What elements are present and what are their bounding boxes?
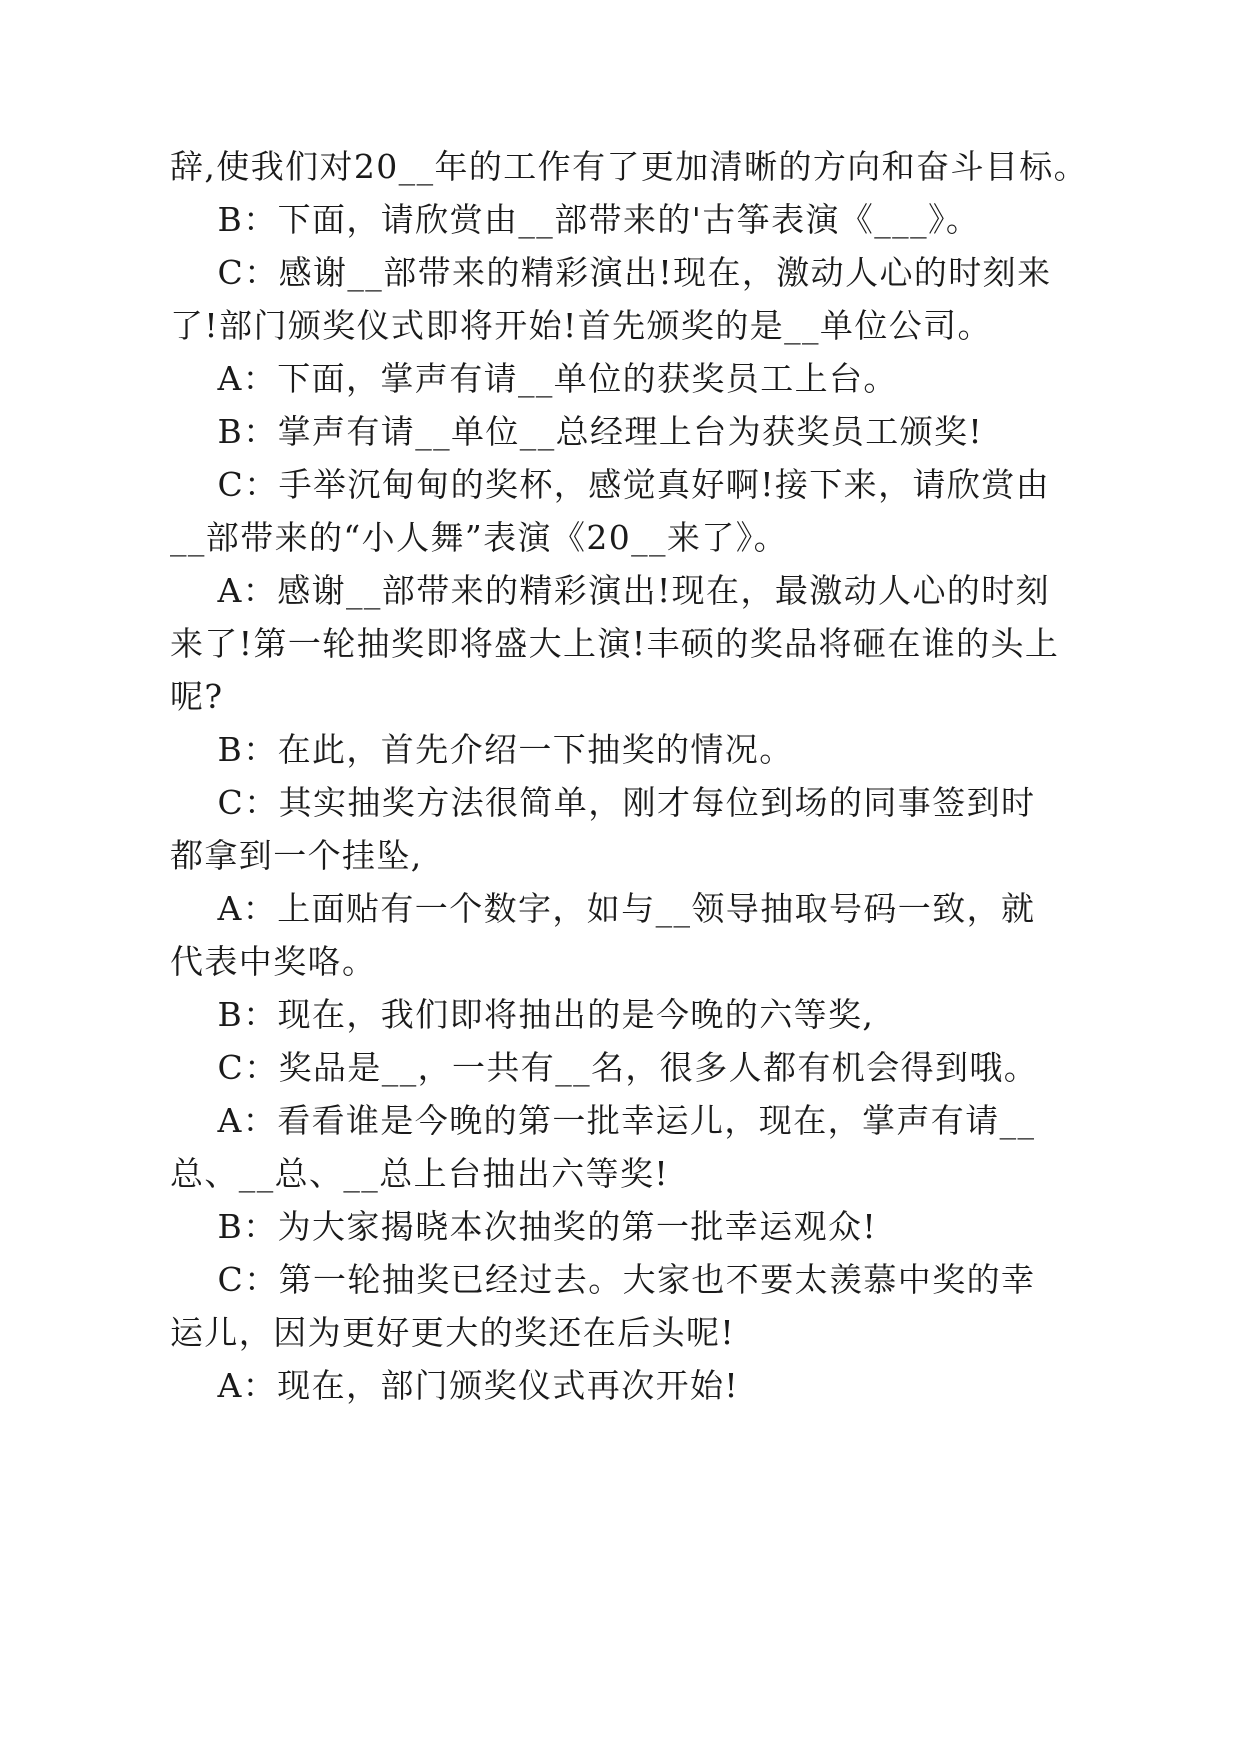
text-line: B：掌声有请__单位__总经理上台为获奖员工颁奖! — [170, 412, 984, 451]
text-line: 代表中奖咯。 — [170, 942, 377, 981]
text-line: C：第一轮抽奖已经过去。大家也不要太羡慕中奖的幸 — [170, 1260, 1036, 1299]
text-line: A：现在，部门颁奖仪式再次开始! — [170, 1366, 740, 1405]
text-line: A：上面贴有一个数字，如与__领导抽取号码一致，就 — [170, 889, 1036, 928]
text-line: __部带来的“小人舞”表演《20__来了》。 — [170, 518, 789, 557]
text-line: 辞,使我们对20__年的工作有了更加清晰的方向和奋斗目标。 — [170, 147, 1089, 186]
text-line: B：现在，我们即将抽出的是今晚的六等奖, — [170, 995, 875, 1034]
text-line: A：看看谁是今晚的第一批幸运儿，现在，掌声有请__ — [170, 1101, 1036, 1140]
text-line: B：下面，请欣赏由__部带来的'古筝表演《___》。 — [170, 200, 981, 239]
text-line: B：在此，首先介绍一下抽奖的情况。 — [170, 730, 794, 769]
text-line: C：奖品是__，一共有__名，很多人都有机会得到哦。 — [170, 1048, 1039, 1087]
text-line: C：手举沉甸甸的奖杯，感觉真好啊!接下来，请欣赏由 — [170, 465, 1051, 504]
text-line: C：感谢__部带来的精彩演出!现在，激动人心的时刻来 — [170, 253, 1052, 292]
text-line: C：其实抽奖方法很简单，刚才每位到场的同事签到时 — [170, 783, 1036, 822]
text-line: A：下面，掌声有请__单位的获奖员工上台。 — [170, 359, 898, 398]
text-line: B：为大家揭晓本次抽奖的第一批幸运观众! — [170, 1207, 878, 1246]
text-line: 呢? — [170, 677, 224, 716]
text-line: 都拿到一个挂坠, — [170, 836, 423, 875]
text-line: 运儿，因为更好更大的奖还在后头呢! — [170, 1313, 736, 1352]
text-line: 了!部门颁奖仪式即将开始!首先颁奖的是__单位公司。 — [170, 306, 992, 345]
text-line: 来了!第一轮抽奖即将盛大上演!丰硕的奖品将砸在谁的头上 — [170, 624, 1060, 663]
text-line: A：感谢__部带来的精彩演出!现在，最激动人心的时刻 — [170, 571, 1051, 610]
text-line: 总、__总、__总上台抽出六等奖! — [170, 1154, 670, 1193]
